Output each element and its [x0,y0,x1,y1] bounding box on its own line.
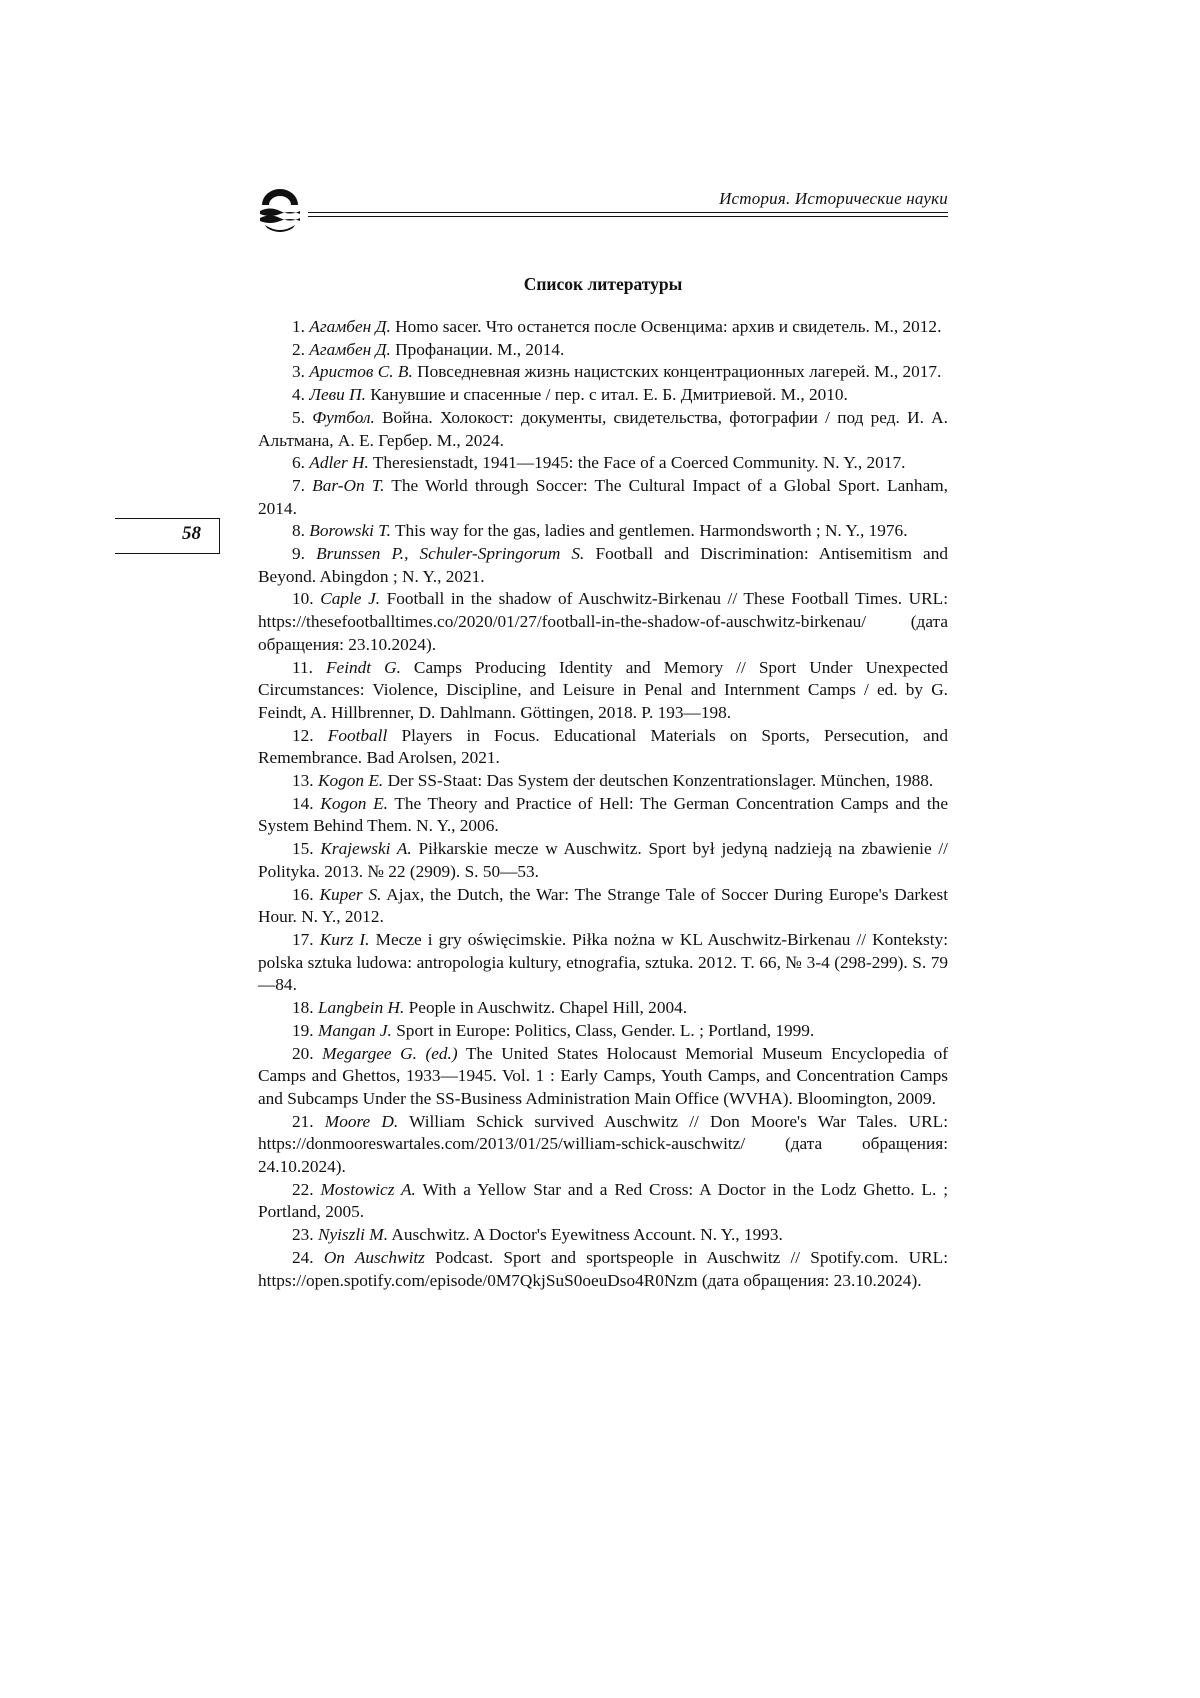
reference-text: Канувшие и спасенные / пер. с итал. Е. Б. Дмитриевой. М., 2010. [370,385,848,405]
reference-text: William Schick survived Auschwitz // Don Moore's War Tales. URL: https://donmooreswartales.com/2013/01/25/william-schick-auschwitz/ (дата обращения: 24.10.2024). [258,1111,948,1177]
reference-author: Langbein H. [317,998,405,1018]
reference-item [258,384,948,407]
reference-item [258,1111,948,1179]
reference-number: 4. [292,385,305,405]
reference-author: Brunssen P., Schuler-Springorum S. [316,544,585,564]
reference-author: Megargee G. (ed.) [322,1043,458,1063]
reference-number: 21. [292,1111,314,1131]
reference-number: 15. [292,839,314,859]
reference-number: 18. [292,998,314,1018]
reference-author: Kogon E. [320,793,388,813]
header-rule [308,212,948,213]
reference-item [258,1179,948,1224]
reference-item [258,793,948,838]
reference-author: Леви П. [309,385,366,405]
reference-text: Mecze i gry oświęcimskie. Piłka nożna w KL Auschwitz-Birkenau // Konteksty: polska sztuka ludowa: antropologia kultury, etnografia, sztuka. 2012. T. 66, № 3-4 (298-299). S. 79—84. [258,929,949,995]
reference-item [258,543,948,588]
reference-number: 16. [292,884,314,904]
reference-text: Homo sacer. Что останется после Освенцима: архив и свидетель. М., 2012. [395,317,942,336]
reference-text: Football in the shadow of Auschwitz-Birkenau // These Football Times. URL: https://thesefootballtimes.co/2020/01/27/football-in-the-shadow-of-auschwitz-birkenau/ (дата обращения: 23.10.2024). [258,589,949,654]
reference-item [258,316,948,339]
reference-item [258,588,948,656]
reference-item [258,361,948,384]
reference-list [258,316,948,1292]
reference-number: 12. [292,725,314,745]
reference-item [258,725,948,770]
reference-author: Nyiszli M. [317,1225,389,1245]
reference-number: 20. [292,1043,314,1063]
reference-author: Kogon E. [317,771,384,791]
reference-text: Auschwitz. A Doctor's Eyewitness Account. N. Y., 1993. [391,1225,783,1245]
reference-author: Moore D. [324,1111,399,1131]
reference-number: 9. [292,544,305,564]
reference-number: 10. [292,589,314,609]
reference-author: Kuper S. [319,884,382,904]
reference-text: Профанации. М., 2014. [395,339,565,359]
reference-item [258,1020,948,1043]
reference-number: 8. [292,521,305,541]
reference-item [258,1224,948,1247]
reference-text: Camps Producing Identity and Memory // Sport Under Unexpected Circumstances: Violence, Discipline, and Leisure in Penal and Internment Camps / ed. by G. Feindt, A. Hillbrenner, D. Dahlmann. Göttingen, 2018. P. 193—198. [258,657,948,722]
page-number: 58 [182,523,201,544]
reference-number: 2. [292,339,305,359]
reference-text: Piłkarskie mecze w Auschwitz. Sport był jedyną nadzieją na zbawienie // Polityka. 2013. № 22 (2909). S. 50—53. [258,839,948,881]
reference-number: 5. [292,407,305,427]
reference-item [258,407,948,452]
reference-item [258,520,948,543]
reference-author: Caple J. [320,589,381,609]
journal-logo-icon [258,187,302,233]
reference-item [258,770,948,793]
reference-author: Агамбен Д. [309,339,391,359]
reference-author: Агамбен Д. [309,317,391,336]
reference-author: Аристов С. В. [309,362,413,382]
reference-number: 23. [292,1225,314,1245]
reference-text: Theresienstadt, 1941—1945: the Face of a Coerced Community. N. Y., 2017. [372,453,906,473]
section-title: Список литературы [523,274,683,294]
reference-author: Krajewski A. [320,839,412,859]
reference-number: 11. [292,657,313,677]
reference-author: Mangan J. [317,1020,392,1040]
header-rule [308,216,948,217]
reference-text: Der SS-Staat: Das System der deutschen Konzentrationslager. München, 1988. [387,771,934,791]
reference-text: Повседневная жизнь нацистских концентрационных лагерей. М., 2017. [417,362,942,382]
reference-text: With a Yellow Star and a Red Cross: A Doctor in the Lodz Ghetto. L. ; Portland, 2005. [258,1179,948,1222]
reference-number: 6. [292,453,305,473]
reference-text: Ajax, the Dutch, the War: The Strange Tale of Soccer During Europe's Darkest Hour. N. Y., 2012. [258,884,948,927]
reference-text: Sport in Europe: Politics, Class, Gender. L. ; Portland, 1999. [396,1020,815,1040]
reference-text: The World through Soccer: The Cultural Impact of a Global Sport. Lanham, 2014. [258,475,948,518]
reference-text: This way for the gas, ladies and gentlemen. Harmondsworth ; N. Y., 1976. [394,521,908,541]
reference-text: The United States Holocaust Memorial Museum Encyclopedia of Camps and Ghettos, 1933—1945. Vol. 1 : Early Camps, Youth Camps, and Concentration Camps and Subcamps Under the SS-Business Administration Main Office (WVHA). Bloomington, 2009. [258,1043,948,1108]
reference-author: Kurz I. [319,929,370,949]
reference-item [258,339,948,362]
page-number-box [115,518,220,554]
reference-text: The Theory and Practice of Hell: The German Concentration Camps and the System Behind Them. N. Y., 2006. [258,793,948,836]
reference-author: Borowski T. [309,521,391,541]
reference-text: Podcast. Sport and sportspeople in Auschwitz // Spotify.com. URL: https://open.spotify.com/episode/0M7QkjSuS0oeuDso4R0Nzm (дата обращения: 23.10.2024). [258,1247,949,1290]
reference-text: Players in Focus. Educational Materials on Sports, Persecution, and Remembrance. Bad Arolsen, 2021. [258,725,949,768]
reference-number: 17. [292,929,314,949]
reference-author: Feindt G. [325,657,401,677]
running-title: История. Исторические науки [719,189,948,208]
reference-number: 3. [292,362,305,382]
reference-number: 14. [292,793,314,813]
reference-number: 24. [292,1247,314,1267]
reference-item [258,452,948,475]
reference-item [258,475,948,520]
reference-item [258,884,948,929]
page-header [258,187,948,237]
reference-text: Football and Discrimination: Antisemitism and Beyond. Abingdon ; N. Y., 2021. [258,544,948,586]
reference-item [258,997,948,1020]
reference-author: Футбол. [312,407,375,427]
reference-author: Bar-On T. [312,475,385,495]
reference-text: People in Auschwitz. Chapel Hill, 2004. [408,998,688,1018]
reference-item [258,929,948,997]
reference-item [258,1043,948,1111]
reference-number: 19. [292,1020,314,1040]
reference-item [258,838,948,883]
reference-number: 7. [292,475,305,495]
reference-author: Football [327,725,388,745]
reference-number: 1. [292,317,305,336]
reference-number: 13. [292,771,314,791]
reference-author: Mostowicz A. [320,1179,416,1199]
reference-text: Война. Холокост: документы, свидетельства, фотографии / под ред. И. А. Альтмана, А. Е. Гербер. М., 2024. [258,407,948,450]
reference-author: On Auschwitz [323,1247,425,1267]
reference-item [258,1247,948,1292]
reference-number: 22. [292,1179,314,1199]
reference-author: Adler H. [309,453,369,473]
reference-item [258,657,948,725]
